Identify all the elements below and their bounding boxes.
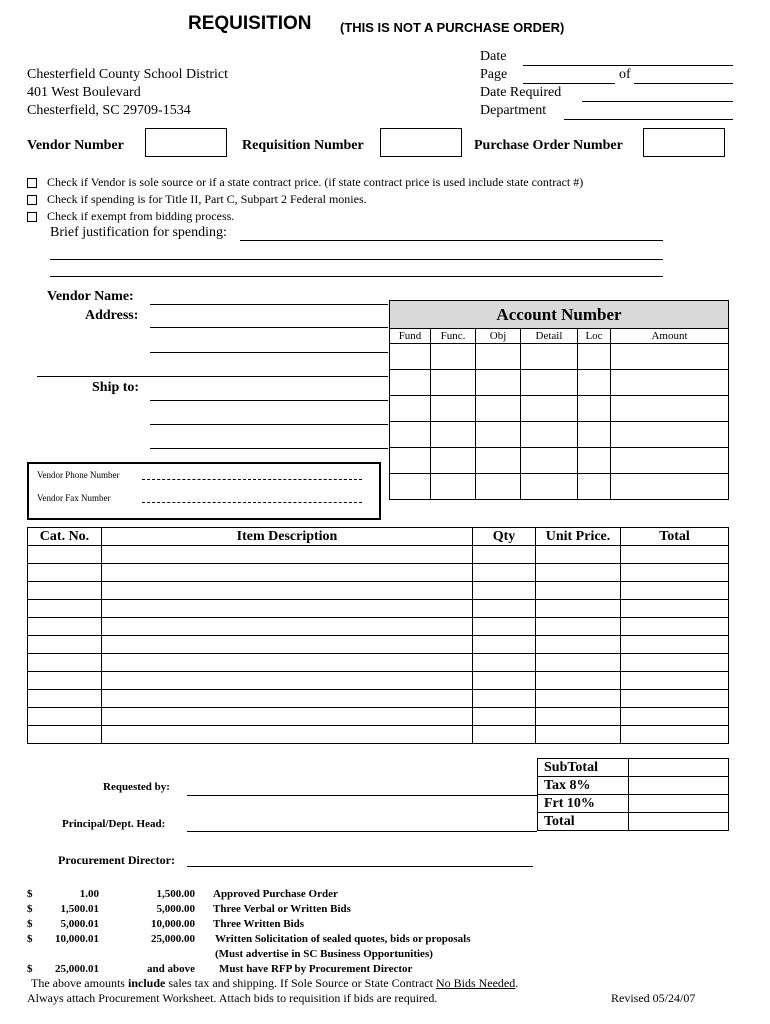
page-subtitle: (THIS IS NOT A PURCHASE ORDER): [340, 20, 565, 35]
requested-by-field[interactable]: [187, 795, 537, 796]
ship-to-line-2[interactable]: [150, 424, 388, 425]
col-loc: Loc: [578, 329, 611, 344]
account-row[interactable]: [390, 474, 729, 500]
item-row[interactable]: [28, 708, 729, 726]
of-label: of: [619, 67, 631, 82]
col-qty: Qty: [473, 528, 536, 546]
totals-table: [537, 758, 729, 831]
justification-line-2[interactable]: [50, 259, 663, 260]
account-number-title: Account Number: [390, 301, 729, 329]
threshold-row: (Must advertise in SC Business Opportunities): [215, 947, 433, 960]
district-address: [27, 66, 228, 120]
vendor-name-label: Vendor Name:: [47, 289, 134, 304]
requested-by-label: Requested by:: [103, 781, 170, 793]
page-title: REQUISITION: [188, 13, 312, 34]
justification-label: Brief justification for spending:: [50, 225, 227, 240]
check-exempt[interactable]: Check if exempt from bidding process.: [27, 208, 583, 225]
item-row[interactable]: [28, 672, 729, 690]
address-line-2[interactable]: [150, 352, 388, 353]
address-line-3[interactable]: [37, 376, 388, 377]
col-obj: Obj: [476, 329, 521, 344]
district-street: 401 West Boulevard: [27, 85, 141, 100]
item-row[interactable]: [28, 726, 729, 744]
subtotal-label: SubTotal: [538, 759, 629, 777]
col-total: Total: [621, 528, 729, 546]
col-item-description: Item Description: [102, 528, 473, 546]
item-row[interactable]: [28, 690, 729, 708]
checkbox-icon[interactable]: [27, 178, 37, 188]
ship-to-line-3[interactable]: [150, 448, 388, 449]
account-number-table: [389, 300, 729, 500]
principal-field[interactable]: [187, 831, 537, 832]
col-detail: Detail: [521, 329, 578, 344]
po-number-label: Purchase Order Number: [474, 138, 623, 153]
account-row[interactable]: [390, 396, 729, 422]
threshold-row: $ 10,000.01 25,000.00 Written Solicitation of sealed quotes, bids or proposals: [27, 932, 471, 945]
page-label: Page: [480, 67, 508, 82]
ship-to-label: Ship to:: [92, 380, 140, 395]
requisition-number-label: Requisition Number: [242, 138, 364, 153]
total-label: Total: [538, 813, 629, 831]
date-field[interactable]: [523, 65, 733, 66]
item-row[interactable]: [28, 636, 729, 654]
col-fund: Fund: [390, 329, 431, 344]
col-func: Func.: [431, 329, 476, 344]
department-label: Department: [480, 103, 547, 118]
justification-line-3[interactable]: [50, 276, 663, 277]
date-required-field[interactable]: [582, 101, 733, 102]
checkbox-icon[interactable]: [27, 195, 37, 205]
checkbox-icon[interactable]: [27, 212, 37, 222]
department-field[interactable]: [564, 119, 733, 120]
item-row[interactable]: [28, 546, 729, 564]
date-label: Date: [480, 49, 507, 64]
threshold-row: $ 1.00 1,500.00 Approved Purchase Order: [27, 887, 338, 900]
page-of-field[interactable]: [634, 83, 733, 84]
tax-value[interactable]: [629, 777, 729, 795]
threshold-row: $ 1,500.01 5,000.00 Three Verbal or Written Bids: [27, 902, 351, 915]
requisition-number-box[interactable]: [380, 128, 462, 157]
check-title-ii[interactable]: Check if spending is for Title II, Part C, Subpart 2 Federal monies.: [27, 191, 583, 208]
item-row[interactable]: [28, 564, 729, 582]
vendor-fax-field[interactable]: [142, 502, 362, 503]
vendor-number-box[interactable]: [145, 128, 227, 157]
footer-attach-note: Always attach Procurement Worksheet. Attach bids to requisition if bids are required.: [27, 991, 438, 1005]
page-field[interactable]: [523, 83, 615, 84]
account-row[interactable]: [390, 370, 729, 396]
address-label: Address:: [85, 308, 139, 323]
threshold-row: $ 25,000.01 and above Must have RFP by Procurement Director: [27, 962, 413, 975]
account-row[interactable]: [390, 422, 729, 448]
district-city: Chesterfield, SC 29709-1534: [27, 103, 191, 118]
col-cat-no: Cat. No.: [28, 528, 102, 546]
bid-thresholds: [27, 886, 470, 976]
item-row[interactable]: [28, 582, 729, 600]
item-row[interactable]: [28, 654, 729, 672]
tax-label: Tax 8%: [538, 777, 629, 795]
item-row[interactable]: [28, 618, 729, 636]
footer-note: The above amounts include sales tax and shipping. If Sole Source or State Contract No Bids Needed.: [31, 976, 519, 990]
checkbox-list: [27, 174, 583, 225]
procurement-director-label: Procurement Director:: [58, 853, 175, 867]
ship-to-line-1[interactable]: [150, 400, 388, 401]
item-row[interactable]: [28, 600, 729, 618]
total-value[interactable]: [629, 813, 729, 831]
procurement-director-field[interactable]: [187, 866, 533, 867]
district-name: Chesterfield County School District: [27, 67, 229, 82]
date-required-label: Date Required: [480, 85, 562, 100]
check-sole-source[interactable]: Check if Vendor is sole source or if a state contract price. (if state contract price is used include state contract #): [27, 174, 583, 191]
subtotal-value[interactable]: [629, 759, 729, 777]
address-line-1[interactable]: [150, 327, 388, 328]
threshold-row: $ 5,000.01 10,000.00 Three Written Bids: [27, 917, 305, 930]
freight-value[interactable]: [629, 795, 729, 813]
vendor-phone-field[interactable]: [142, 479, 362, 480]
principal-label: Principal/Dept. Head:: [62, 818, 166, 830]
revised-date: Revised 05/24/07: [611, 991, 696, 1005]
col-amount: Amount: [611, 329, 729, 344]
freight-label: Frt 10%: [538, 795, 629, 813]
po-number-box[interactable]: [643, 128, 725, 157]
vendor-name-field[interactable]: [150, 304, 388, 305]
vendor-fax-label: Vendor Fax Number: [37, 493, 111, 503]
vendor-number-label: Vendor Number: [27, 138, 124, 153]
account-row[interactable]: [390, 344, 729, 370]
col-unit-price: Unit Price.: [536, 528, 621, 546]
justification-line-1[interactable]: [240, 240, 663, 241]
account-row[interactable]: [390, 448, 729, 474]
vendor-phone-label: Vendor Phone Number: [37, 470, 120, 480]
items-table: [27, 527, 729, 744]
